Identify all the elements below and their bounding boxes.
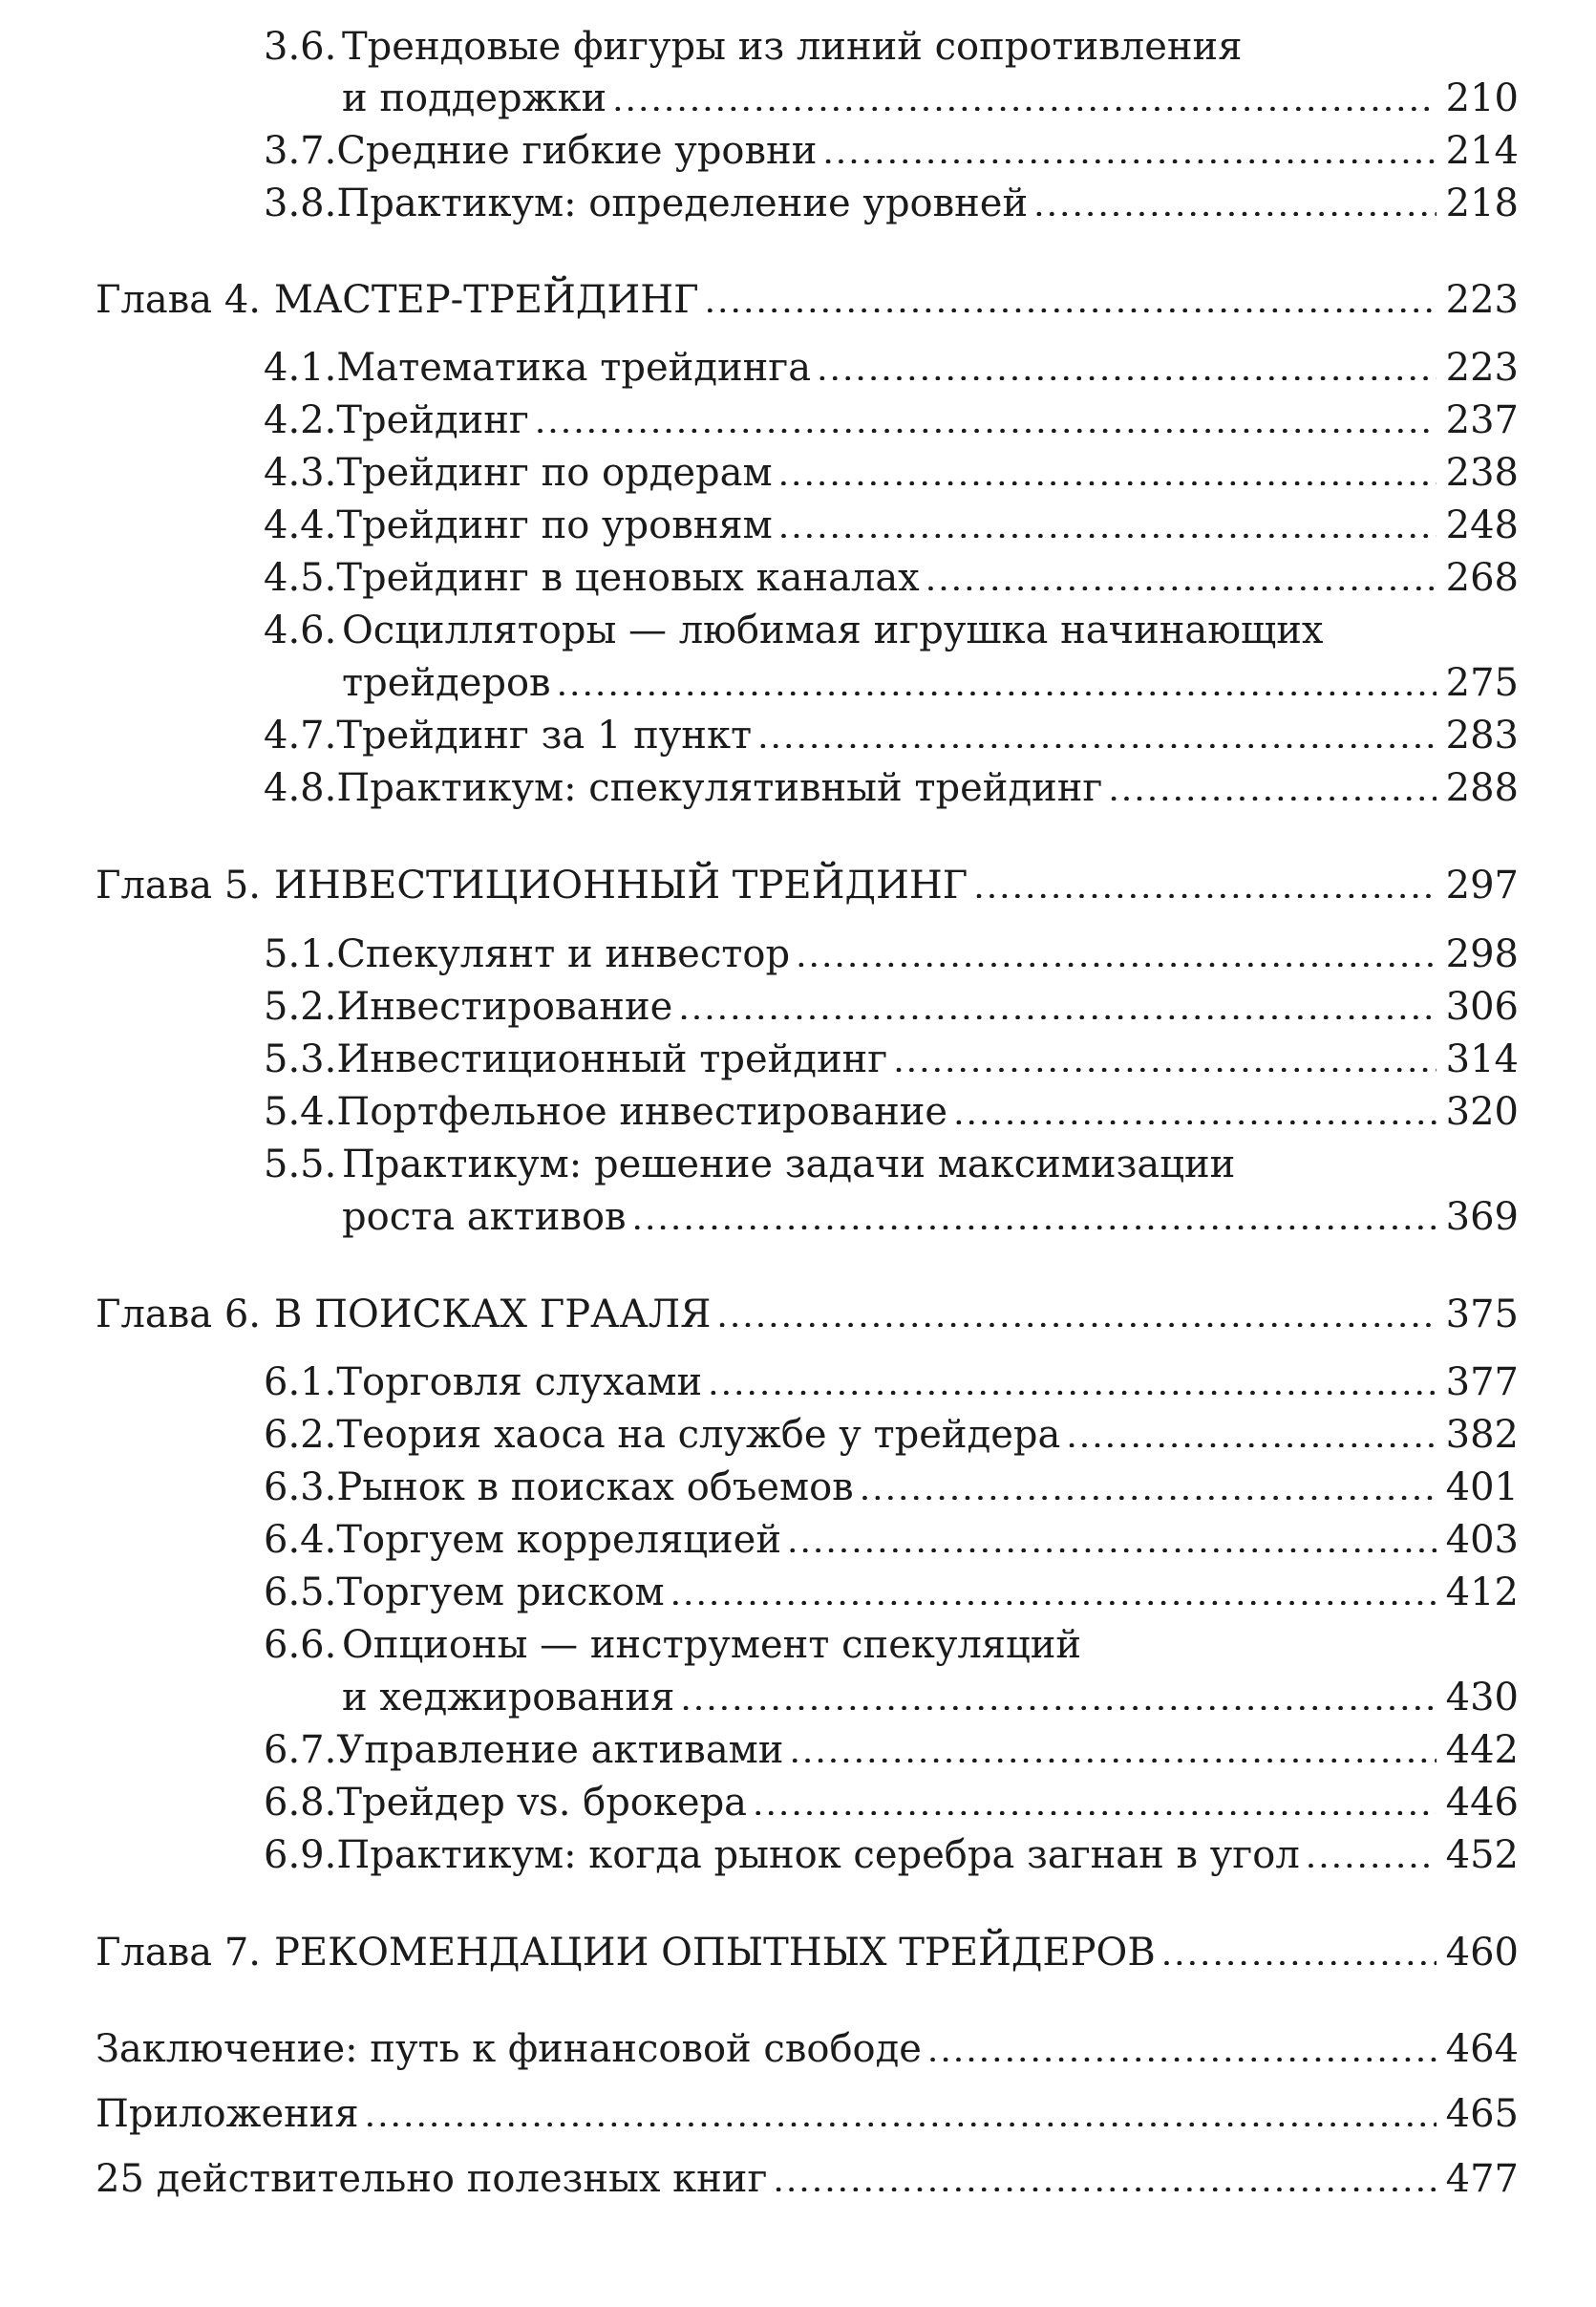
toc-entry-5-5	[342, 1191, 1519, 1243]
dot-leader	[773, 2153, 1436, 2191]
dot-leader	[705, 274, 1436, 312]
toc-entry-number: 6.5.	[264, 1570, 337, 1614]
dot-leader	[860, 1462, 1436, 1500]
toc-entry-title: и поддержки	[342, 76, 607, 120]
toc-entry-title: Математика трейдинга	[336, 346, 812, 390]
dot-leader	[716, 1289, 1436, 1327]
toc-entry-4-2	[264, 395, 1519, 446]
page-number: 477	[1445, 2157, 1519, 2201]
page-number: 369	[1445, 1195, 1519, 1239]
dot-leader	[926, 552, 1436, 590]
dot-leader	[893, 1034, 1436, 1072]
toc-entry-4-4	[264, 500, 1519, 551]
toc-entry-title: Трейдинг за 1 пункт	[336, 714, 753, 758]
toc-entry-title: Торговля слухами	[336, 1360, 703, 1404]
toc-entry-title: Практикум: решение задачи максимизации	[342, 1143, 1236, 1186]
toc-entry-title: Осцилляторы — любимая игрушка начинающих	[342, 609, 1324, 652]
toc-entry-number: 6.8.	[264, 1781, 337, 1825]
dot-leader	[1033, 178, 1436, 216]
toc-entry-number: 4.7.	[264, 714, 337, 758]
page-number: 401	[1445, 1465, 1519, 1509]
toc-entry-4-5	[264, 552, 1519, 604]
toc-entry-number: 4.2.	[264, 398, 337, 442]
toc-entry-title: Торгуем риском	[336, 1570, 665, 1614]
toc-entry-6-3	[264, 1462, 1519, 1513]
toc-entry-title: Управление активами	[336, 1728, 784, 1772]
toc-entry-title: Практикум: спекулятивный трейдинг	[336, 766, 1103, 810]
page-number: 268	[1445, 556, 1519, 600]
toc-entry-6-1	[264, 1356, 1519, 1408]
chapter-title: ИНВЕСТИЦИОННЫЙ ТРЕЙДИНГ	[274, 864, 968, 908]
page-number: 320	[1445, 1090, 1519, 1134]
toc-entry-title: Теория хаоса на службе у трейдера	[336, 1413, 1061, 1457]
toc-entry-number: 4.4.	[264, 503, 337, 547]
page-number: 442	[1445, 1728, 1519, 1772]
toc-entry-number: 5.4.	[264, 1090, 337, 1134]
toc-entry-4-1	[264, 342, 1519, 394]
page-number: 223	[1445, 278, 1519, 322]
toc-entry-title: и хеджирования	[342, 1676, 675, 1720]
toc-entry-number: 6.9.	[264, 1833, 337, 1877]
toc-entry-number: 4.3.	[264, 451, 337, 495]
toc-entry-number: 4.8.	[264, 766, 337, 810]
dot-leader	[753, 1777, 1436, 1815]
dot-leader	[612, 73, 1436, 111]
page-number: 314	[1445, 1037, 1519, 1081]
toc-entry-title: Трейдинг по уровням	[336, 503, 773, 547]
page-number: 446	[1445, 1781, 1519, 1825]
page-number: 412	[1445, 1570, 1519, 1614]
toc-entry-5-3	[264, 1034, 1519, 1085]
toc-entry-number: 6.2.	[264, 1413, 337, 1457]
toc-chapter-6	[96, 1289, 1519, 1340]
toc-entry-title: Приложения	[96, 2092, 359, 2136]
toc-entry-number: 6.4.	[264, 1518, 337, 1562]
dot-leader	[365, 2088, 1436, 2126]
toc-entry-6-6	[342, 1672, 1519, 1723]
toc-chapter-7	[96, 1927, 1519, 1978]
dot-leader	[953, 1086, 1436, 1124]
toc-entry-number: 4.1.	[264, 346, 337, 390]
chapter-label: Глава 4.	[96, 278, 261, 322]
toc-chapter-4	[96, 274, 1519, 326]
page-number: 403	[1445, 1518, 1519, 1562]
dot-leader	[1161, 1927, 1436, 1965]
toc-entry-3-7	[264, 125, 1519, 177]
dot-leader	[632, 1191, 1436, 1229]
toc-conclusion	[96, 2023, 1519, 2075]
toc-entry-title: Заключение: путь к финансовой свободе	[96, 2027, 922, 2071]
toc-entry-number: 5.1.	[264, 932, 337, 976]
toc-entry-4-7	[264, 710, 1519, 761]
toc-entry-4-6	[342, 657, 1519, 709]
toc-chapter-5	[96, 860, 1519, 911]
toc-entry-number: 3.6.	[264, 25, 337, 69]
toc-useful-books	[96, 2153, 1519, 2205]
toc-entry-number: 4.5.	[264, 556, 337, 600]
dot-leader	[708, 1356, 1436, 1395]
dot-leader	[817, 342, 1436, 380]
page-number: 283	[1445, 714, 1519, 758]
toc-appendix	[96, 2088, 1519, 2140]
toc-entry-number: 6.6.	[264, 1623, 337, 1667]
dot-leader	[678, 981, 1436, 1019]
toc-entry-title: Торгуем корреляцией	[336, 1518, 782, 1562]
toc-entry-5-2	[264, 981, 1519, 1033]
toc-entry-title: Спекулянт и инвестор	[336, 932, 791, 976]
dot-leader	[670, 1567, 1436, 1605]
page-number: 297	[1445, 864, 1519, 908]
page-number: 382	[1445, 1413, 1519, 1457]
toc-entry-number: 6.3.	[264, 1465, 337, 1509]
toc-entry-3-8	[264, 178, 1519, 229]
toc-entry-4-8	[264, 762, 1519, 814]
toc-entry-title: Средние гибкие уровни	[336, 129, 818, 173]
toc-entry-number: 5.3.	[264, 1037, 337, 1081]
toc-entry-title: Трейдер vs. брокера	[336, 1781, 748, 1825]
dot-leader	[789, 1724, 1436, 1762]
dot-leader	[557, 657, 1436, 695]
dot-leader	[796, 929, 1436, 967]
toc-entry-title: Опционы — инструмент спекуляций	[342, 1623, 1082, 1667]
page-number: 210	[1445, 76, 1519, 120]
toc-entry-6-6-line1	[264, 1619, 1081, 1671]
page-number: 377	[1445, 1360, 1519, 1404]
toc-entry-number: 5.2.	[264, 985, 337, 1029]
toc-entry-title: Практикум: определение уровней	[336, 182, 1029, 225]
page-number: 375	[1445, 1292, 1519, 1336]
dot-leader	[535, 395, 1436, 433]
page-number: 237	[1445, 398, 1519, 442]
page-number: 214	[1445, 129, 1519, 173]
chapter-title: РЕКОМЕНДАЦИИ ОПЫТНЫХ ТРЕЙДЕРОВ	[274, 1931, 1156, 1975]
dot-leader	[1306, 1829, 1436, 1868]
chapter-label: Глава 5.	[96, 864, 261, 908]
toc-entry-5-1	[264, 929, 1519, 980]
dot-leader	[778, 500, 1436, 538]
page-number: 248	[1445, 503, 1519, 547]
toc-entry-5-5-line1	[264, 1139, 1235, 1190]
toc-entry-title: трейдеров	[342, 661, 551, 705]
dot-leader	[927, 2023, 1436, 2061]
dot-leader	[757, 710, 1436, 748]
toc-entry-title: Трейдинг в ценовых каналах	[336, 556, 920, 600]
page-number: 452	[1445, 1833, 1519, 1877]
page-number: 223	[1445, 346, 1519, 390]
page-number: 460	[1445, 1931, 1519, 1975]
toc-entry-title: Практикум: когда рынок серебра загнан в угол	[336, 1833, 1300, 1877]
toc-entry-6-5	[264, 1567, 1519, 1618]
toc-entry-number: 4.6.	[264, 609, 337, 652]
dot-leader	[778, 447, 1436, 485]
toc-entry-6-8	[264, 1777, 1519, 1828]
dot-leader	[1066, 1409, 1436, 1447]
toc-entry-title: Трейдинг по ордерам	[336, 451, 773, 495]
toc-entry-number: 3.8.	[264, 182, 337, 225]
page-number: 288	[1445, 766, 1519, 810]
page-number: 275	[1445, 661, 1519, 705]
page-number: 464	[1445, 2027, 1519, 2071]
toc-entry-6-2	[264, 1409, 1519, 1461]
toc-entry-title: Инвестирование	[336, 985, 673, 1029]
dot-leader	[680, 1672, 1436, 1710]
toc-entry-title: Трейдинг	[336, 398, 529, 442]
toc-entry-title: Инвестиционный трейдинг	[336, 1037, 888, 1081]
toc-entry-title: 25 действительно полезных книг	[96, 2157, 768, 2201]
chapter-label: Глава 7.	[96, 1931, 261, 1975]
page-number: 298	[1445, 932, 1519, 976]
toc-entry-number: 6.7.	[264, 1728, 337, 1772]
toc-entry-4-6-line1	[264, 605, 1323, 656]
toc-entry-title: Рынок в поисках объемов	[336, 1465, 854, 1509]
page-number: 306	[1445, 985, 1519, 1029]
page-number: 238	[1445, 451, 1519, 495]
toc-entry-title: роста активов	[342, 1195, 627, 1239]
page-number: 430	[1445, 1676, 1519, 1720]
toc-entry-3-6	[342, 73, 1519, 124]
toc-entry-title: Портфельное инвестирование	[336, 1090, 948, 1134]
chapter-title: В ПОИСКАХ ГРААЛЯ	[274, 1292, 712, 1336]
chapter-label: Глава 6.	[96, 1292, 261, 1336]
dot-leader	[1108, 762, 1436, 801]
toc-entry-6-4	[264, 1514, 1519, 1566]
dot-leader	[787, 1514, 1436, 1552]
toc-entry-6-9	[264, 1829, 1519, 1881]
toc-entry-6-7	[264, 1724, 1519, 1776]
page-number: 218	[1445, 182, 1519, 225]
toc-entry-3-6-line1	[264, 21, 1242, 73]
page-number: 465	[1445, 2092, 1519, 2136]
dot-leader	[973, 860, 1436, 898]
toc-entry-number: 3.7.	[264, 129, 337, 173]
dot-leader	[822, 125, 1436, 163]
chapter-title: МАСТЕР-ТРЕЙДИНГ	[274, 278, 699, 322]
toc-entry-title: Трендовые фигуры из линий сопротивления	[342, 25, 1243, 69]
toc-entry-5-4	[264, 1086, 1519, 1138]
toc-entry-number: 6.1.	[264, 1360, 337, 1404]
toc-entry-number: 5.5.	[264, 1143, 337, 1186]
toc-entry-4-3	[264, 447, 1519, 499]
